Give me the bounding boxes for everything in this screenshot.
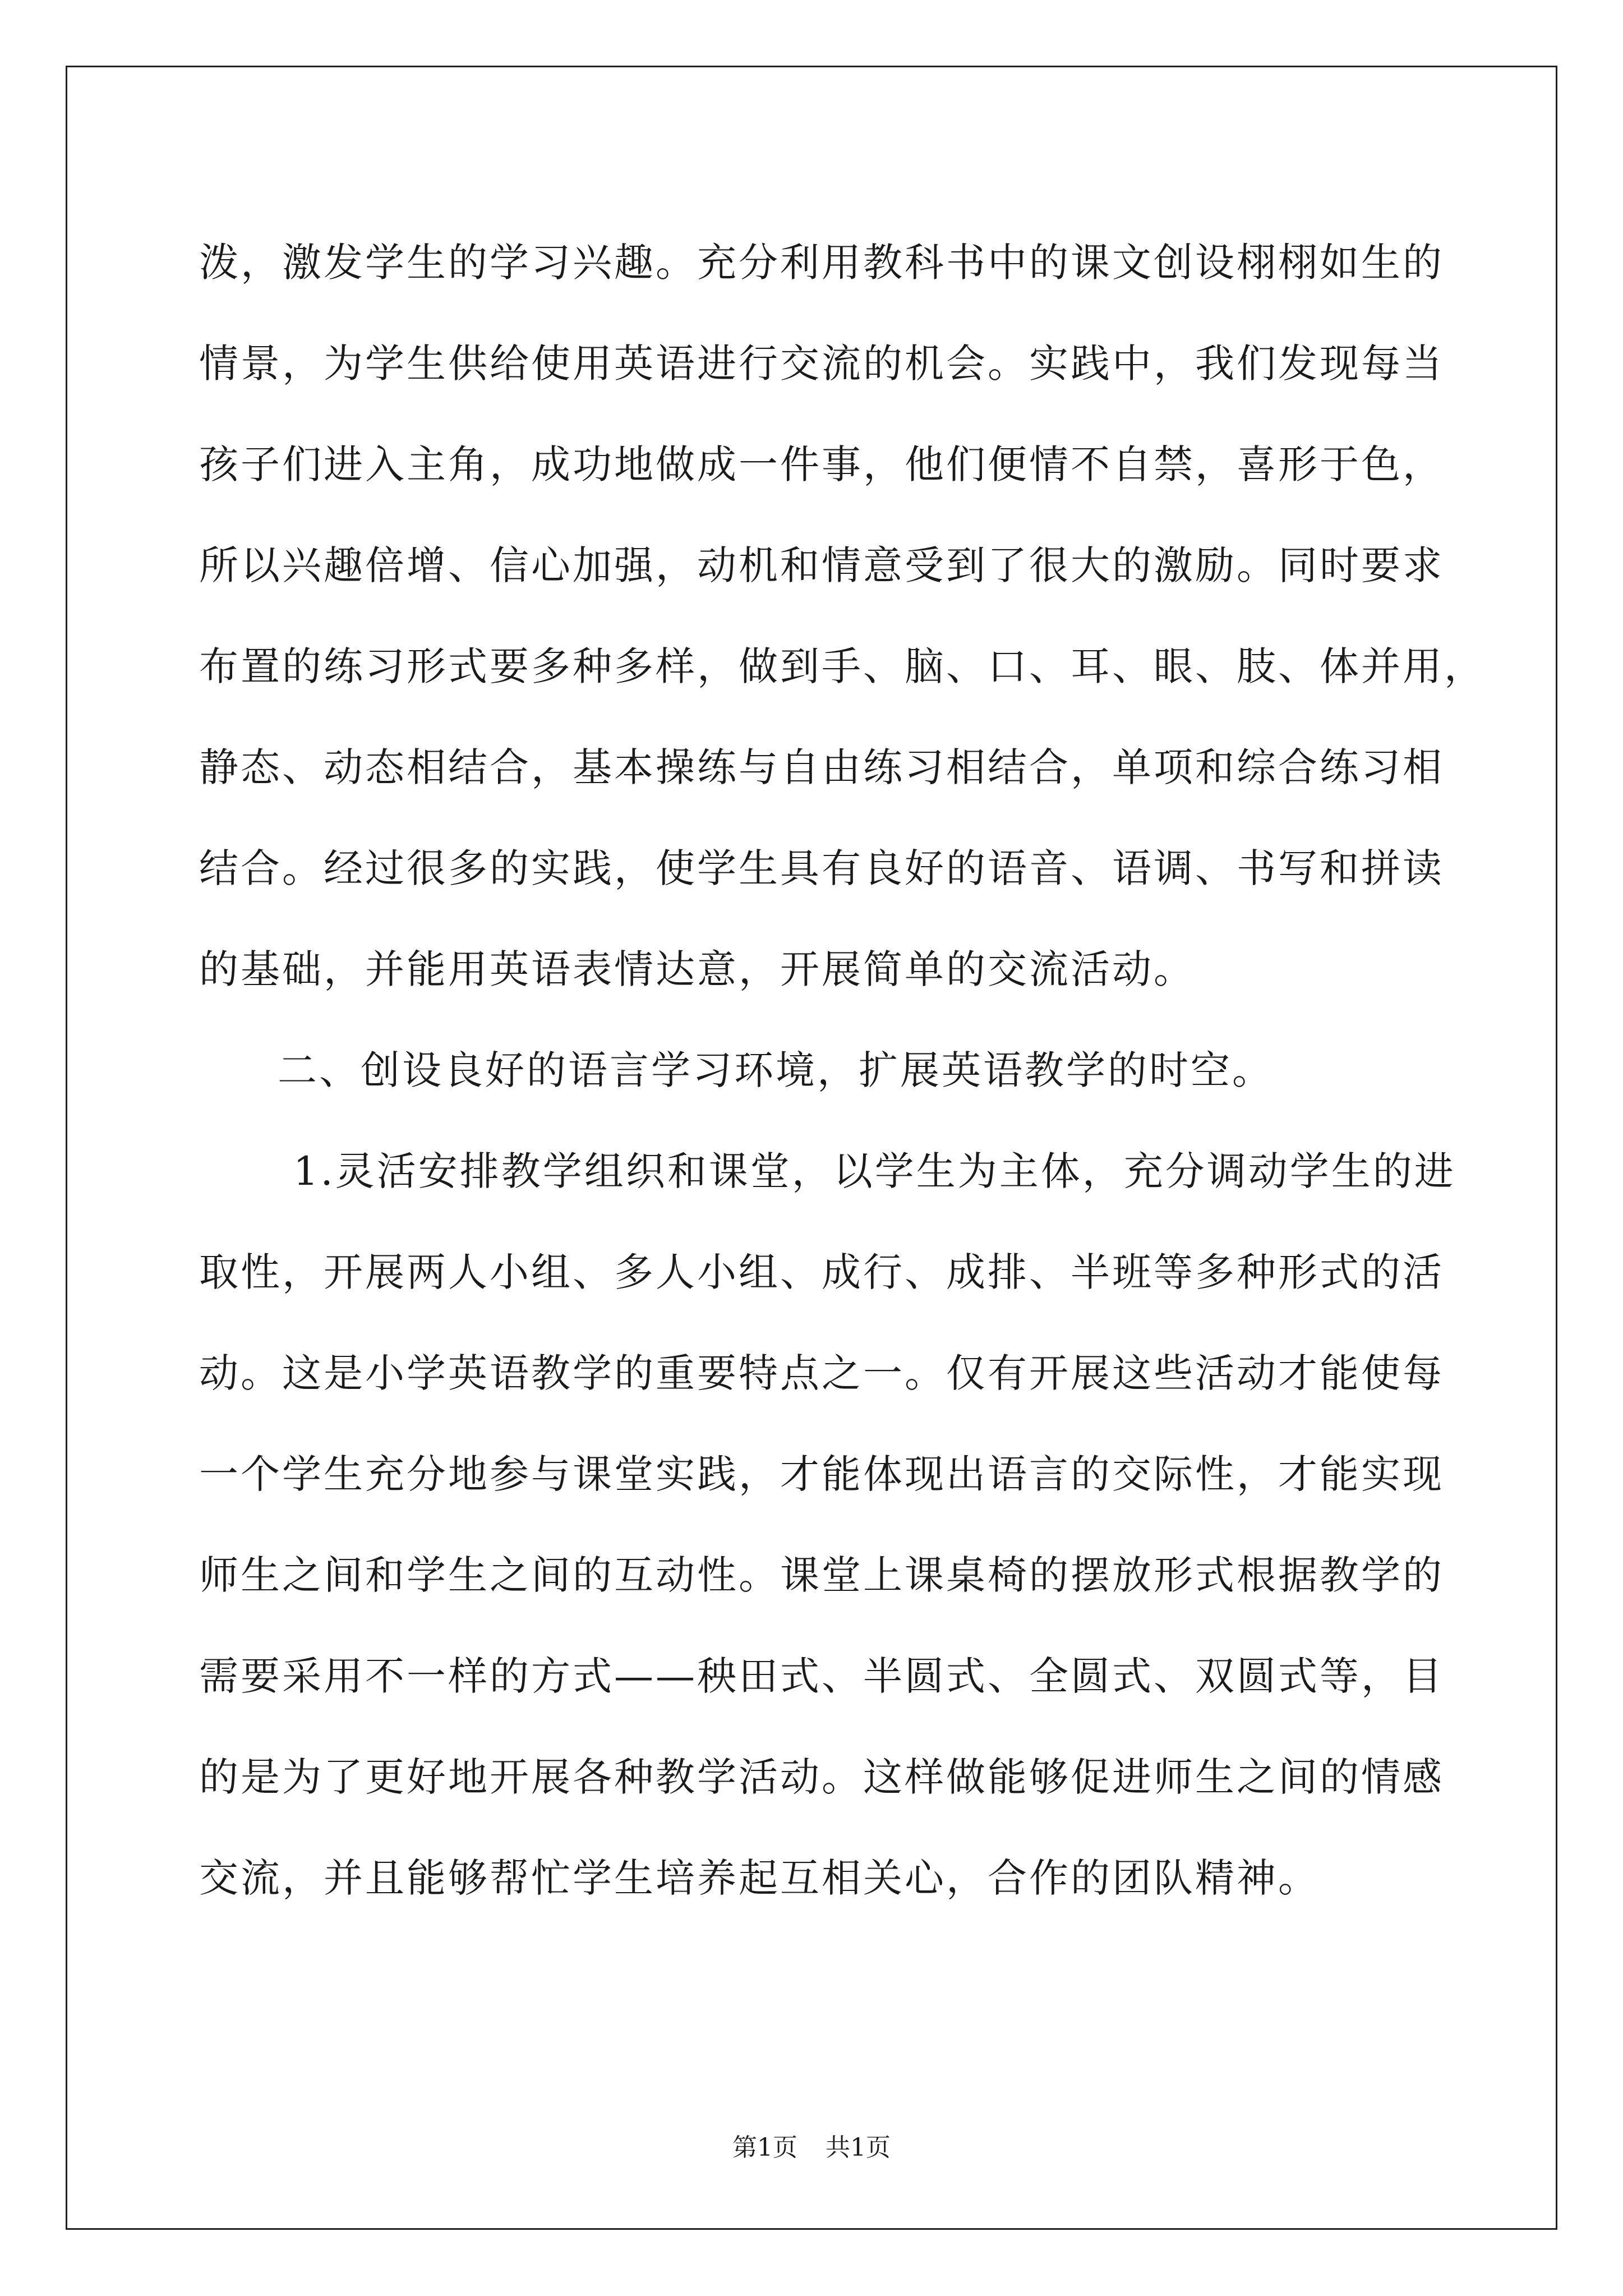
paragraph-line: 的是为了更好地开展各种教学活动。这样做能够促进师生之间的情感: [199, 1754, 1444, 1800]
paragraph-line: 一个学生充分地参与课堂实践，才能体现出语言的交际性，才能实现: [199, 1451, 1444, 1497]
paragraph-line: 动。这是小学英语教学的重要特点之一。仅有开展这些活动才能使每: [199, 1350, 1444, 1396]
paragraph-line: 1.灵活安排教学组织和课堂，以学生为主体，充分调动学生的进: [293, 1148, 1456, 1194]
page-number: 第1页: [732, 2133, 797, 2162]
paragraph-line: 师生之间和学生之间的互动性。课堂上课桌椅的摆放形式根据教学的: [199, 1552, 1444, 1598]
paragraph-line: 布置的练习形式要多种多样，做到手、脑、口、耳、眼、肢、体并用，: [199, 643, 1486, 689]
page-footer: [0, 2127, 1623, 2163]
paragraph-line: 静态、动态相结合，基本操练与自由练习相结合，单项和综合练习相: [199, 744, 1444, 790]
paragraph-line: 所以兴趣倍增、信心加强，动机和情意受到了很大的激励。同时要求: [199, 542, 1444, 588]
page-total: 共1页: [826, 2133, 891, 2162]
paragraph-line: 取性，开展两人小组、多人小组、成行、成排、半班等多种形式的活: [199, 1249, 1444, 1295]
paragraph-line: 孩子们进入主角，成功地做成一件事，他们便情不自禁，喜形于色，: [199, 441, 1444, 487]
section-heading: 二、创设良好的语言学习环境，扩展英语教学的时空。: [278, 1047, 1274, 1093]
paragraph-line: 需要采用不一样的方式——秧田式、半圆式、全圆式、双圆式等，目: [199, 1653, 1444, 1699]
paragraph-line: 结合。经过很多的实践，使学生具有良好的语音、语调、书写和拼读: [199, 845, 1444, 891]
paragraph-line: 的基础，并能用英语表情达意，开展简单的交流活动。: [199, 946, 1195, 992]
paragraph-line: 交流，并且能够帮忙学生培养起互相关心，合作的团队精神。: [199, 1855, 1320, 1901]
document-body: [199, 212, 1486, 1929]
paragraph-line: 情景，为学生供给使用英语进行交流的机会。实践中，我们发现每当: [199, 341, 1444, 386]
paragraph-line: 泼，激发学生的学习兴趣。充分利用教科书中的课文创设栩栩如生的: [199, 240, 1444, 286]
